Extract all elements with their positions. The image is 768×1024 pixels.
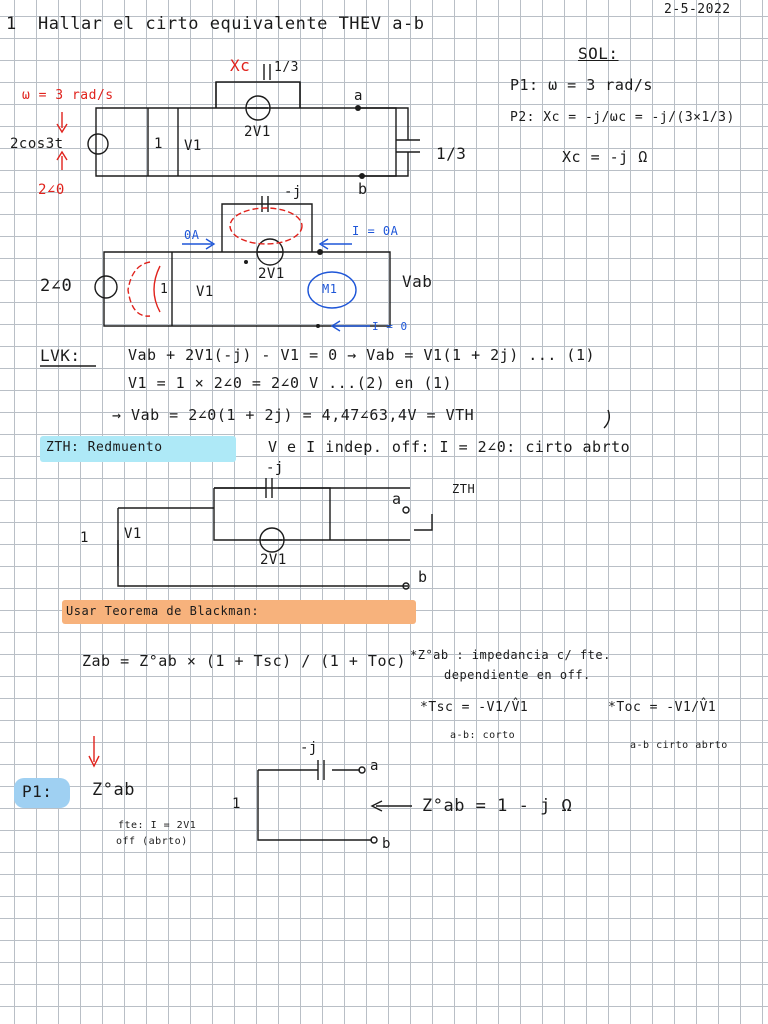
equation-3: → Vab = 2∠0(1 + 2j) = 4,47∠63,4V = VTH xyxy=(112,406,475,424)
circuit-2-red-loops xyxy=(128,208,302,316)
page-title: Hallar el cirto equivalente THEV a-b xyxy=(38,14,425,34)
p1-cap-label: -j xyxy=(300,740,318,756)
zth-rest: V e I indep. off: I = 2∠0: cirto abrto xyxy=(268,438,631,456)
c3-node-a: a xyxy=(392,490,402,508)
lvk-label: LVK: xyxy=(40,346,81,365)
c2-current-right: I = 0A xyxy=(352,224,399,238)
problem-number: 1 xyxy=(6,14,17,34)
c2-source-label: 2∠0 xyxy=(40,276,73,296)
omega-label: ω = 3 rad/s xyxy=(22,88,114,103)
p1-fte-note2: off (abrto) xyxy=(116,836,188,847)
c2-v1-label: V1 xyxy=(196,284,214,300)
sol-xc-result: Xc = -j Ω xyxy=(562,148,648,166)
blackman-note2: *Tsc = -V1/V̂1 xyxy=(420,700,529,715)
c2-vab-label: Vab xyxy=(402,272,433,291)
blackman-note1: *Z°ab : impedancia c/ fte. xyxy=(410,648,611,662)
p1-z0ab: Z°ab xyxy=(92,780,135,800)
zth-label: ZTH: Redmuento xyxy=(46,440,163,455)
blackman-note2b: a-b: corto xyxy=(450,730,516,741)
equation-2: V1 = 1 × 2∠0 = 2∠0 V ...(2) en (1) xyxy=(128,374,453,392)
c3-zth-label: ZTH xyxy=(452,482,476,496)
xc-label: Xc xyxy=(230,56,251,75)
dep-source-label: 2V1 xyxy=(244,124,271,140)
c3-dep-source: 2V1 xyxy=(260,552,287,568)
circuit-2-wires xyxy=(95,196,390,328)
c2-current-left: 0A xyxy=(184,228,200,242)
blackman-label: Usar Teorema de Blackman: xyxy=(66,604,260,618)
vth-mark xyxy=(604,410,609,428)
blackman-formula: Zab = Z°ab × (1 + Tsc) / (1 + Toc) xyxy=(82,652,407,670)
p1-label: P1: xyxy=(22,782,53,801)
c3-node-b: b xyxy=(418,568,428,586)
c3-cap-label: -j xyxy=(266,460,284,476)
cap-top-label: 1/3 xyxy=(274,60,299,75)
p1-fte-note1: fte: I = 2V1 xyxy=(118,820,197,831)
source-time: 2cos3t xyxy=(10,136,64,152)
c2-current-bottom: I = 0 xyxy=(372,320,408,333)
node-b-1: b xyxy=(358,180,368,198)
blackman-note3: *Toc = -V1/V̂1 xyxy=(608,700,717,715)
sol-p2: P2: Xc = -j/ωc = -j/(3×1/3) xyxy=(510,110,735,125)
p1-result: Z°ab = 1 - j Ω xyxy=(422,796,573,816)
p1-resistor-label: 1 xyxy=(232,796,241,812)
p1-circuit-wires xyxy=(258,760,412,843)
v1-label: V1 xyxy=(184,138,202,154)
source-phasor-red: 2∠0 xyxy=(38,182,65,198)
blackman-note3b: a-b cirto abrto xyxy=(630,740,728,751)
c2-dep-source: 2V1 xyxy=(258,266,285,282)
date: 2-5-2022 xyxy=(664,2,731,17)
equation-1: Vab + 2V1(-j) - V1 = 0 → Vab = V1(1 + 2j) ... (1) xyxy=(128,346,596,364)
c2-mesh-label: M1 xyxy=(322,282,338,296)
resistor-label: 1 xyxy=(154,136,163,152)
p1-node-b: b xyxy=(382,836,391,852)
c3-v1-label: V1 xyxy=(124,526,142,542)
blackman-note1b: dependiente en off. xyxy=(444,668,591,682)
p1-red-arrow xyxy=(89,736,99,766)
c2-cap-label: -j xyxy=(284,184,302,200)
c2-resistor-label: 1 xyxy=(160,282,169,297)
p1-node-a: a xyxy=(370,758,379,774)
cap-right-label: 1/3 xyxy=(436,144,467,163)
node-a-1: a xyxy=(354,88,363,104)
circuit-3-wires xyxy=(118,478,432,589)
sol-p1: P1: ω = 3 rad/s xyxy=(510,76,653,94)
c3-resistor-label: 1 xyxy=(80,530,89,546)
circuit-1-wires xyxy=(88,64,420,179)
sol-heading: SOL: xyxy=(578,44,619,63)
